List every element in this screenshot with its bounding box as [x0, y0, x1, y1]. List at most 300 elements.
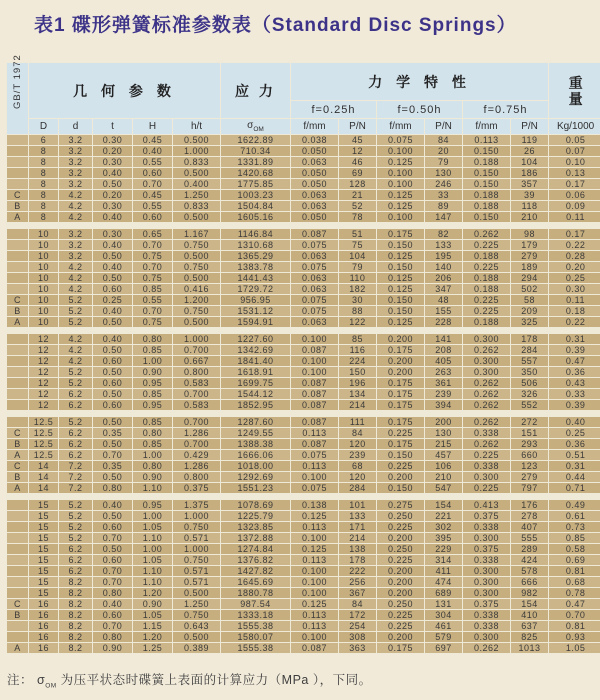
table-cell: 0.300 [463, 566, 510, 576]
table-cell: 122 [339, 317, 376, 327]
table-cell [7, 367, 28, 377]
table-cell: C [7, 190, 28, 200]
table-cell: 79 [339, 262, 376, 272]
table-cell: 0.075 [291, 306, 338, 316]
footnote: 注： $\sigma_{OM}$ 为压平状态时碟簧上表面的计算应力（MPa ），下同。 [7, 673, 372, 690]
table-cell [7, 389, 28, 399]
table-cell: 1622.89 [221, 135, 290, 145]
table-cell: 0.087 [291, 345, 338, 355]
table-cell: 0.225 [463, 483, 510, 493]
table-cell: 0.113 [291, 461, 338, 471]
table-cell: 0.500 [173, 588, 220, 598]
table-cell: 314 [425, 555, 462, 565]
col-D: D [29, 119, 58, 134]
table-cell: 279 [511, 472, 548, 482]
table-cell: 10 [29, 306, 58, 316]
table-cell: 0.100 [291, 566, 338, 576]
table-cell: 0.150 [377, 295, 424, 305]
table-cell: 1.05 [133, 555, 172, 565]
table-cell: 189 [511, 262, 548, 272]
table-cell: 308 [339, 632, 376, 642]
table-cell [7, 378, 28, 388]
table-cell: 0.51 [549, 450, 600, 460]
table-cell: 0.125 [377, 317, 424, 327]
table-cell: 1.000 [173, 544, 220, 554]
table-cell: 12.5 [29, 417, 58, 427]
table-cell: 424 [511, 555, 548, 565]
table-cell: 0.063 [291, 190, 338, 200]
table-cell: A [7, 483, 28, 493]
table-cell: 1342.69 [221, 345, 290, 355]
table-cell: 0.33 [549, 389, 600, 399]
table-cell: 84 [339, 428, 376, 438]
table-cell: 52 [339, 201, 376, 211]
table-row [7, 179, 600, 189]
table-cell: 0.200 [377, 334, 424, 344]
table-cell: 12 [29, 378, 58, 388]
table-cell: 0.338 [463, 610, 510, 620]
table-cell: 0.55 [133, 201, 172, 211]
table-cell: 0.70 [93, 577, 132, 587]
table-cell: 0.188 [463, 284, 510, 294]
table-cell: 0.80 [133, 428, 172, 438]
table-cell: 1227.60 [221, 334, 290, 344]
table-cell: 0.113 [291, 621, 338, 631]
table-cell: 0.500 [173, 251, 220, 261]
table-cell: 0.39 [549, 345, 600, 355]
table-row [7, 472, 600, 482]
table-cell: 206 [425, 273, 462, 283]
table-cell: 0.050 [291, 146, 338, 156]
table-row [7, 135, 600, 145]
table-cell: 10 [29, 229, 58, 239]
table-cell: 557 [511, 356, 548, 366]
table-cell: 637 [511, 621, 548, 631]
col-f050-fmm: f/mm [377, 119, 424, 134]
table-cell: 151 [511, 428, 548, 438]
table-cell: 0.225 [377, 428, 424, 438]
table-cell [7, 555, 28, 565]
table-cell: 0.150 [377, 262, 424, 272]
table-cell: 0.80 [133, 461, 172, 471]
table-cell: 4.2 [59, 212, 92, 222]
table-cell: 0.225 [377, 621, 424, 631]
table-cell: 395 [425, 533, 462, 543]
table-cell: 0.113 [291, 428, 338, 438]
table-cell: 0.700 [173, 345, 220, 355]
table-cell: 0.075 [291, 262, 338, 272]
table-cell: 0.150 [377, 450, 424, 460]
table-cell: 0.85 [133, 345, 172, 355]
table-cell: 229 [425, 544, 462, 554]
table-cell: 0.188 [463, 190, 510, 200]
table-cell: 0.150 [463, 212, 510, 222]
table-cell: 0.300 [463, 367, 510, 377]
group-spacer [7, 494, 600, 499]
table-cell: 1.05 [133, 522, 172, 532]
table-cell: 279 [511, 251, 548, 261]
table-cell: 0.31 [549, 334, 600, 344]
table-cell: 0.338 [463, 621, 510, 631]
table-cell: 0.30 [93, 201, 132, 211]
table-cell: 6.2 [59, 566, 92, 576]
table-cell: 0.250 [377, 544, 424, 554]
table-cell: 1.10 [133, 566, 172, 576]
table-cell: 0.175 [377, 229, 424, 239]
table-cell: 0.45 [133, 135, 172, 145]
table-cell: 0.175 [377, 400, 424, 410]
table-cell: 1287.60 [221, 417, 290, 427]
table-cell: 0.500 [173, 168, 220, 178]
table-cell: 0.35 [93, 428, 132, 438]
table-row [7, 417, 600, 427]
table-cell: 0.22 [549, 317, 600, 327]
table-cell: 350 [511, 367, 548, 377]
table-cell: 394 [425, 400, 462, 410]
table-cell: 6.2 [59, 439, 92, 449]
standard-label-cell [7, 54, 28, 134]
table-cell: 1310.68 [221, 240, 290, 250]
table-row [7, 400, 600, 410]
table-cell: 0.69 [549, 555, 600, 565]
table-cell: 208 [425, 345, 462, 355]
table-cell: 502 [511, 284, 548, 294]
table-cell: B [7, 439, 28, 449]
table-cell: 0.70 [93, 450, 132, 460]
table-cell: 0.40 [93, 262, 132, 272]
table-cell: 4.2 [59, 201, 92, 211]
table-cell: 0.375 [463, 599, 510, 609]
table-cell: 0.11 [549, 212, 600, 222]
table-cell: 0.85 [133, 439, 172, 449]
table-cell: 0.400 [173, 179, 220, 189]
table-cell: 1013 [511, 643, 548, 653]
table-cell: 133 [339, 511, 376, 521]
table-cell: 0.36 [549, 367, 600, 377]
table-cell: 326 [511, 389, 548, 399]
table-cell: 0.583 [173, 400, 220, 410]
table-cell: 0.65 [133, 229, 172, 239]
table-cell: 6.2 [59, 544, 92, 554]
table-cell: 8 [29, 179, 58, 189]
table-cell: 0.225 [463, 306, 510, 316]
table-cell: 0.30 [549, 284, 600, 294]
table-cell: 10 [29, 317, 58, 327]
table-cell: 128 [339, 179, 376, 189]
table-cell: 407 [511, 522, 548, 532]
table-cell: 0.125 [377, 273, 424, 283]
table-cell: 0.113 [291, 522, 338, 532]
table-cell: 1018.00 [221, 461, 290, 471]
table-row [7, 621, 600, 631]
table-cell: 12 [339, 146, 376, 156]
table-cell: 176 [511, 500, 548, 510]
table-cell: 325 [511, 317, 548, 327]
table-cell: 1.200 [173, 295, 220, 305]
col-f075-fmm: f/mm [463, 119, 510, 134]
table-cell: 0.338 [463, 428, 510, 438]
table-cell: 48 [425, 295, 462, 305]
table-cell: 0.40 [93, 500, 132, 510]
table-cell: 0.175 [377, 389, 424, 399]
table-cell: 0.125 [291, 544, 338, 554]
table-cell: B [7, 610, 28, 620]
table-cell: 1.000 [173, 146, 220, 156]
table-cell: 15 [29, 588, 58, 598]
table-cell: 0.40 [549, 417, 600, 427]
table-cell: 0.225 [463, 295, 510, 305]
table-cell: 547 [425, 483, 462, 493]
table-cell: 30 [339, 295, 376, 305]
table-cell: 246 [425, 179, 462, 189]
table-cell: 0.40 [93, 599, 132, 609]
table-cell: 0.30 [93, 157, 132, 167]
table-row [7, 229, 600, 239]
table-cell: 239 [339, 450, 376, 460]
table-row [7, 461, 600, 471]
table-cell: 0.050 [291, 212, 338, 222]
table-cell: 0.60 [93, 400, 132, 410]
table-cell: 89 [425, 201, 462, 211]
table-cell: 46 [339, 157, 376, 167]
table-row [7, 273, 600, 283]
table-cell: 0.60 [133, 168, 172, 178]
table-cell: 0.61 [549, 511, 600, 521]
table-cell: 6 [29, 135, 58, 145]
table-cell: 1.10 [133, 577, 172, 587]
table-cell: 263 [425, 367, 462, 377]
table-cell: 1427.82 [221, 566, 290, 576]
table-cell: 1376.82 [221, 555, 290, 565]
table-cell: 221 [425, 511, 462, 521]
table-cell [7, 400, 28, 410]
table-cell: 289 [511, 544, 548, 554]
table-cell: 506 [511, 378, 548, 388]
table-cell [7, 577, 28, 587]
table-cell: 1544.12 [221, 389, 290, 399]
table-cell: B [7, 201, 28, 211]
table-cell: 0.750 [173, 306, 220, 316]
table-cell: 210 [425, 472, 462, 482]
table-cell: 0.45 [133, 190, 172, 200]
table-cell: 101 [339, 500, 376, 510]
table-cell: 0.80 [93, 588, 132, 598]
table-cell: 8.2 [59, 621, 92, 631]
table-cell [7, 345, 28, 355]
table-cell: 214 [339, 400, 376, 410]
table-cell: 222 [339, 566, 376, 576]
table-cell: C [7, 295, 28, 305]
table-cell: 98 [511, 229, 548, 239]
table-row [7, 168, 600, 178]
table-cell: 474 [425, 577, 462, 587]
table-cell: 0.20 [93, 190, 132, 200]
table-cell: 0.125 [377, 157, 424, 167]
table-cell: 1146.84 [221, 229, 290, 239]
table-row [7, 511, 600, 521]
table-cell [7, 179, 28, 189]
table-cell: 5.2 [59, 533, 92, 543]
table-cell: 14 [29, 483, 58, 493]
table-cell: 0.125 [377, 190, 424, 200]
table-cell: 1841.40 [221, 356, 290, 366]
table-cell: 0.800 [173, 367, 220, 377]
table-cell: 8.2 [59, 632, 92, 642]
table-cell: 0.500 [173, 212, 220, 222]
table-cell: 0.338 [463, 555, 510, 565]
table-cell: 15 [29, 577, 58, 587]
table-cell: 0.500 [173, 273, 220, 283]
table-cell: 3.2 [59, 251, 92, 261]
table-cell: 0.85 [133, 389, 172, 399]
table-cell: 1.00 [133, 356, 172, 366]
table-cell: 0.138 [291, 500, 338, 510]
table-cell: A [7, 212, 28, 222]
table-cell: 0.49 [549, 500, 600, 510]
table-cell: 3.2 [59, 240, 92, 250]
col-H: H [133, 119, 172, 134]
table-cell: 182 [339, 284, 376, 294]
table-cell: 0.50 [93, 273, 132, 283]
table-cell: 1.286 [173, 461, 220, 471]
table-cell: 411 [425, 566, 462, 576]
table-cell: 0.71 [549, 483, 600, 493]
table-cell: 1531.12 [221, 306, 290, 316]
table-cell: C [7, 461, 28, 471]
table-cell: 0.47 [549, 599, 600, 609]
table-cell: 12.5 [29, 428, 58, 438]
table-cell: 134 [339, 389, 376, 399]
table-cell: 0.18 [549, 306, 600, 316]
table-cell: 0.063 [291, 273, 338, 283]
table-cell: 0.175 [377, 439, 424, 449]
disc-spring-table-container [6, 54, 595, 654]
table-cell: 5.2 [59, 511, 92, 521]
table-cell: 0.150 [377, 306, 424, 316]
table-cell: 5.2 [59, 522, 92, 532]
table-cell: 6.2 [59, 555, 92, 565]
table-cell: 0.700 [173, 389, 220, 399]
table-cell: 1880.78 [221, 588, 290, 598]
table-cell: 12 [29, 356, 58, 366]
table-row [7, 284, 600, 294]
table-cell: 1618.91 [221, 367, 290, 377]
table-cell: 0.175 [377, 643, 424, 653]
table-cell: 155 [425, 306, 462, 316]
table-cell: 130 [425, 168, 462, 178]
table-cell [7, 511, 28, 521]
table-cell: 0.70 [93, 533, 132, 543]
table-cell: 140 [425, 262, 462, 272]
table-row [7, 146, 600, 156]
table-cell: 284 [511, 345, 548, 355]
table-cell: 0.125 [291, 511, 338, 521]
table-cell: 0.063 [291, 201, 338, 211]
page-title: 表1 碟形弹簧标准参数表（Standard Disc Springs） [34, 15, 517, 36]
table-cell: 8.2 [59, 599, 92, 609]
table-cell: 51 [339, 229, 376, 239]
table-cell: 172 [339, 610, 376, 620]
table-cell: 0.17 [549, 179, 600, 189]
table-cell: 0.500 [173, 317, 220, 327]
table-cell: 0.583 [173, 378, 220, 388]
col-t: t [93, 119, 132, 134]
table-cell: 195 [425, 251, 462, 261]
col-f025-pn: P/N [339, 119, 376, 134]
table-cell: 0.200 [377, 533, 424, 543]
table-row [7, 450, 600, 460]
col-f050-pn: P/N [425, 119, 462, 134]
table-cell: 0.50 [93, 345, 132, 355]
table-cell: 12 [29, 367, 58, 377]
table-cell [7, 135, 28, 145]
table-cell: 0.50 [93, 251, 132, 261]
table-cell: 0.225 [377, 522, 424, 532]
table-cell: 0.225 [377, 555, 424, 565]
table-cell: 1383.78 [221, 262, 290, 272]
table-cell [7, 500, 28, 510]
table-cell: 1.000 [173, 511, 220, 521]
table-cell: 0.375 [463, 511, 510, 521]
table-cell: 0.200 [377, 356, 424, 366]
table-cell: 0.833 [173, 201, 220, 211]
table-cell: 0.40 [93, 334, 132, 344]
table-cell: 16 [29, 632, 58, 642]
table-header [7, 54, 600, 134]
table-cell: 1.250 [173, 190, 220, 200]
table-row [7, 345, 600, 355]
table-row [7, 251, 600, 261]
table-cell: 1.00 [133, 450, 172, 460]
table-cell: 0.70 [93, 621, 132, 631]
table-cell: 239 [425, 389, 462, 399]
table-cell: 78 [339, 212, 376, 222]
table-cell: 0.50 [93, 317, 132, 327]
table-cell: 0.075 [291, 483, 338, 493]
table-cell: 5.2 [59, 417, 92, 427]
table-cell: 4.2 [59, 345, 92, 355]
table-cell: 0.175 [377, 345, 424, 355]
table-cell [7, 588, 28, 598]
table-cell: 15 [29, 555, 58, 565]
table-cell: 8 [29, 212, 58, 222]
table-cell: 0.262 [463, 439, 510, 449]
table-cell: 302 [425, 522, 462, 532]
table-cell: 0.50 [93, 511, 132, 521]
col-ht: h/t [173, 119, 220, 134]
table-cell: 12 [29, 400, 58, 410]
table-cell: 33 [425, 190, 462, 200]
table-cell: 0.70 [133, 262, 172, 272]
table-cell: 58 [511, 295, 548, 305]
table-cell: 0.90 [93, 643, 132, 653]
table-cell: 16 [29, 643, 58, 653]
table-cell: 0.087 [291, 643, 338, 653]
table-cell: 3.2 [59, 135, 92, 145]
table-cell: 1.375 [173, 500, 220, 510]
col-weight: Kg/1000 [549, 119, 600, 134]
table-cell: 6.2 [59, 400, 92, 410]
table-cell: 0.200 [377, 472, 424, 482]
table-cell: 0.31 [549, 461, 600, 471]
table-cell: 254 [339, 621, 376, 631]
table-cell: 186 [511, 168, 548, 178]
header-weight [549, 63, 600, 118]
table-cell: 0.225 [463, 240, 510, 250]
table-cell: 357 [511, 179, 548, 189]
table-cell: 1.10 [133, 483, 172, 493]
table-cell: 0.60 [93, 356, 132, 366]
